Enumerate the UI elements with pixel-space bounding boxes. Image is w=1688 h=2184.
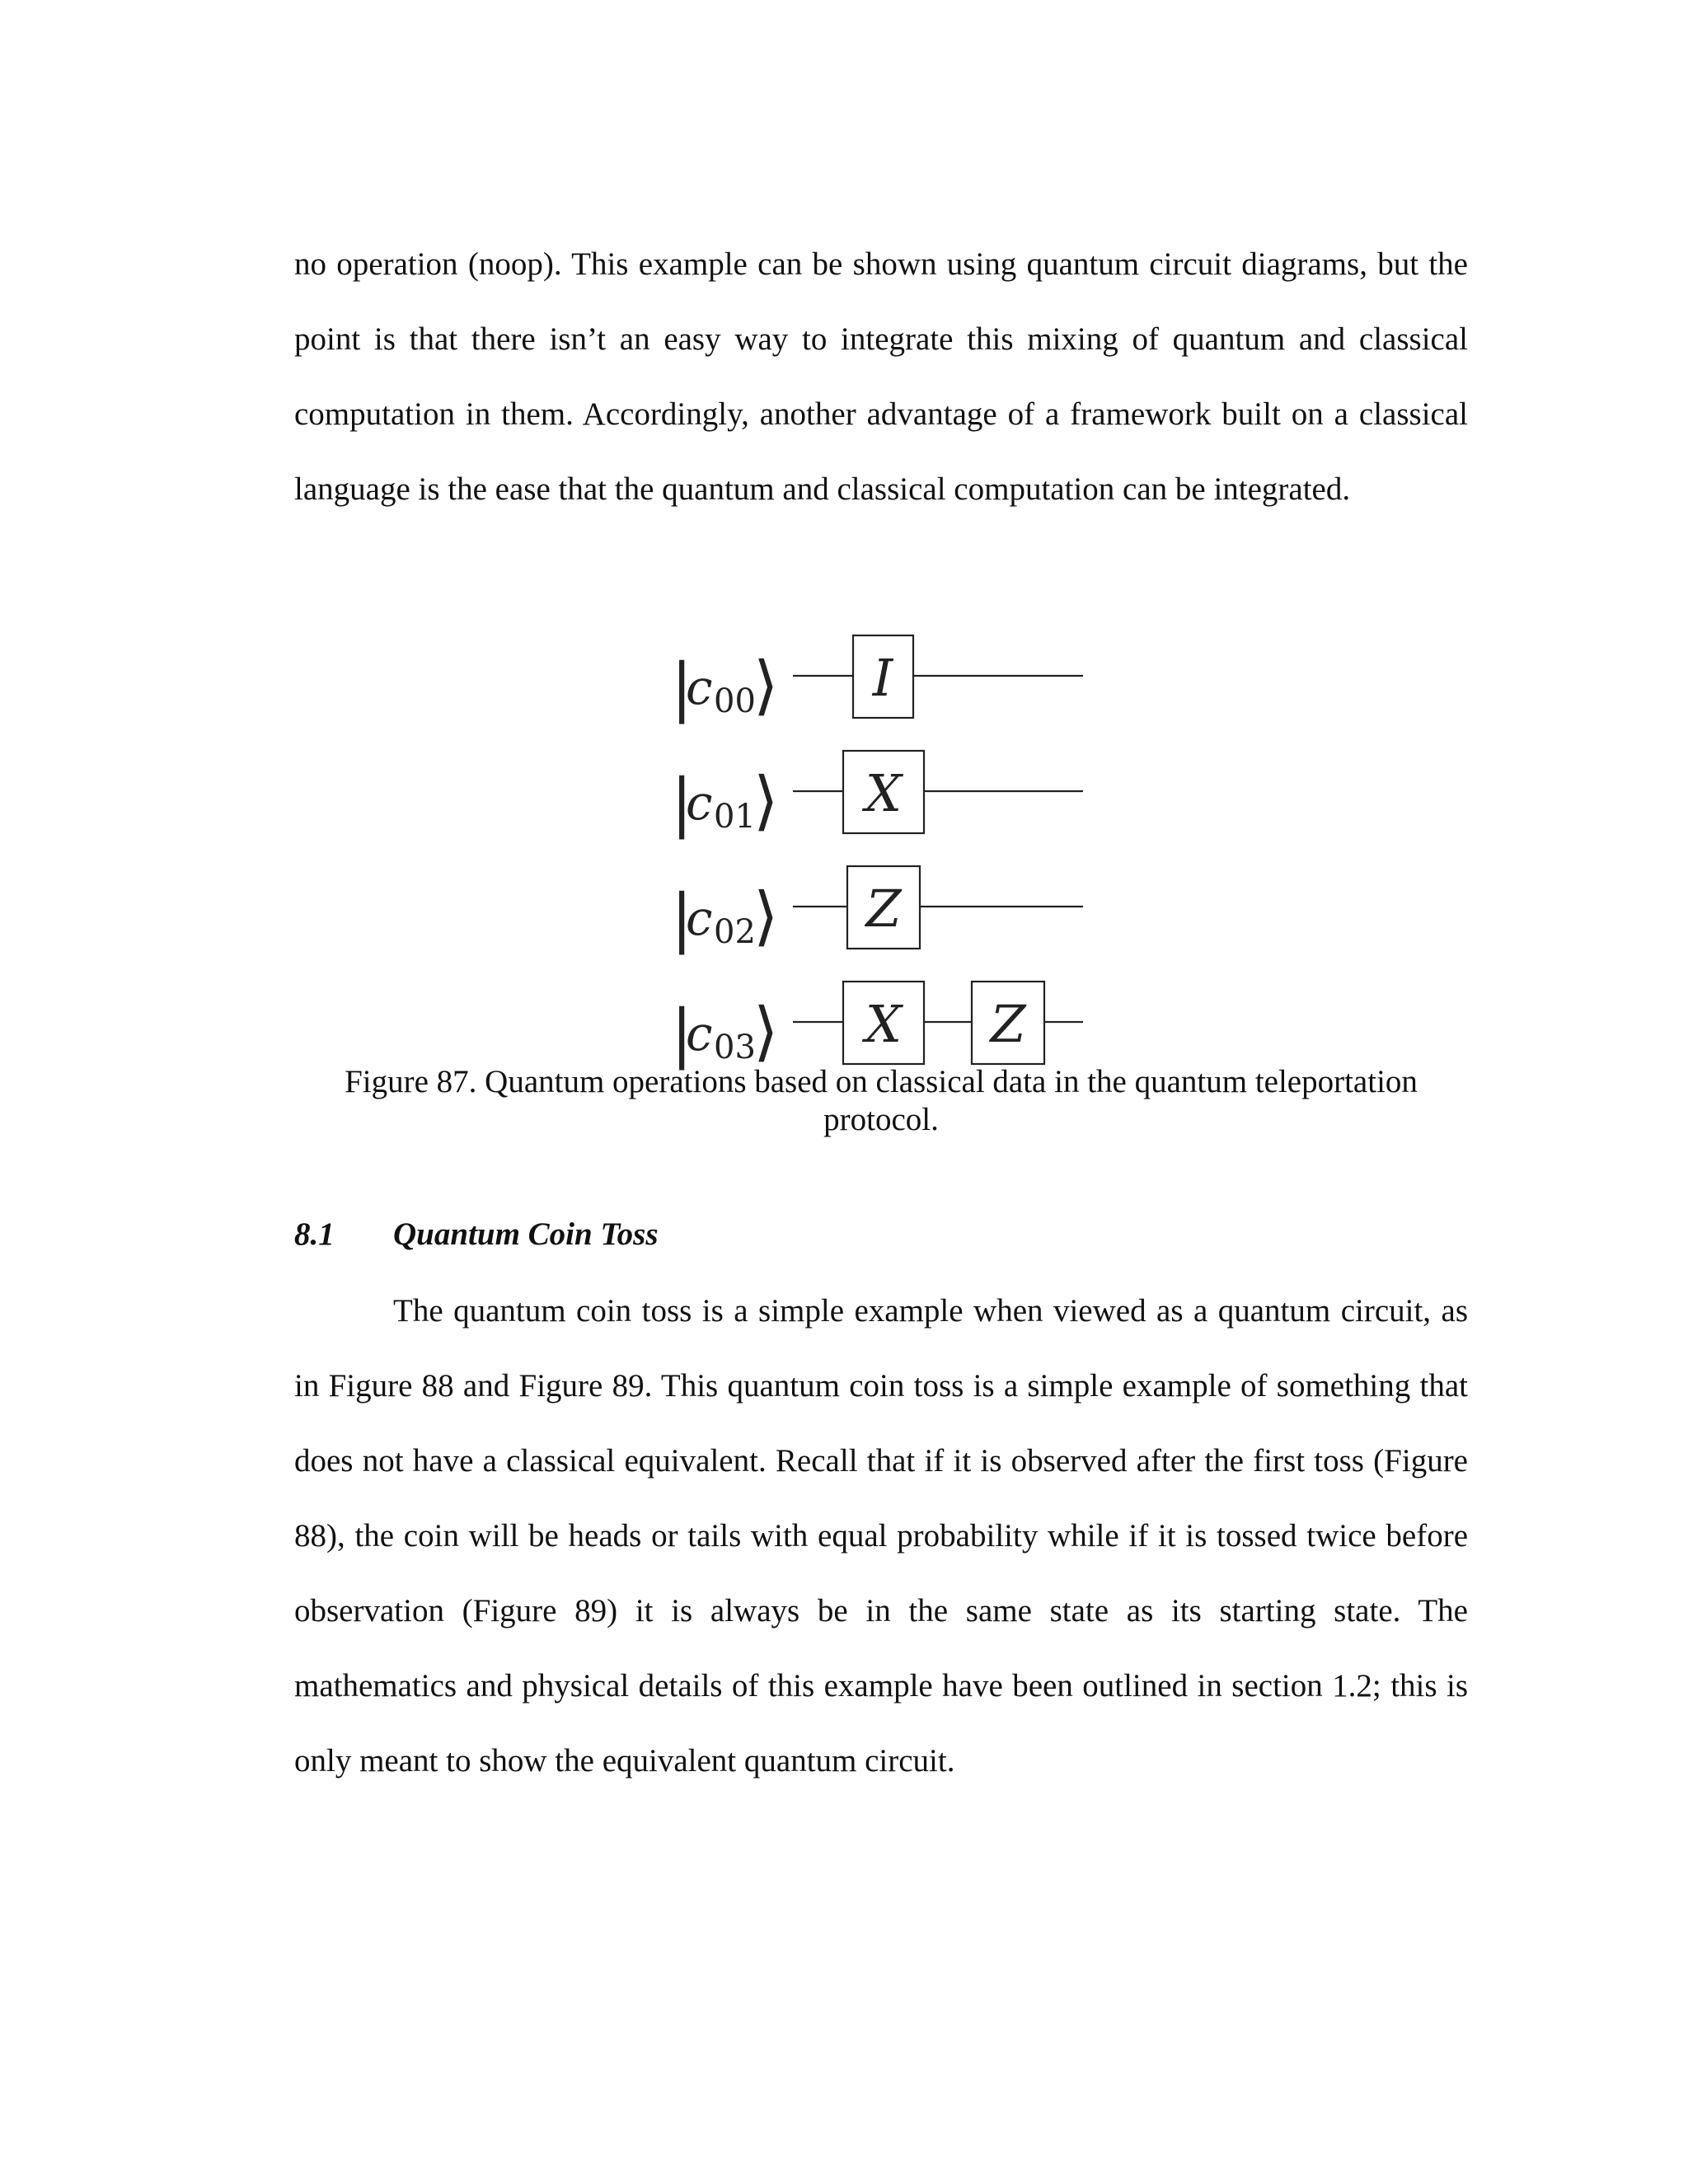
- ket-symbol: c: [686, 1005, 713, 1062]
- caption-line: Figure 87. Quantum operations based on classical data in the quantum teleportation: [345, 1064, 1418, 1099]
- circuit-wire-c02: [671, 866, 1083, 955]
- caption-line: protocol.: [823, 1102, 939, 1137]
- ket-symbol: c: [686, 659, 713, 715]
- paragraph-line: 88), the coin will be heads or tails with equal probability while if it is tossed twice before: [294, 1518, 1468, 1554]
- paragraph-line: mathematics and physical details of this example have been outlined in section 1.2; this is: [294, 1668, 1468, 1704]
- ket-left-bracket: |: [671, 996, 693, 1071]
- gate-label-x: X: [865, 763, 903, 823]
- paragraph-line: language is the ease that the quantum and classical computation can be integrated.: [294, 471, 1351, 507]
- ket-subscript: 02: [714, 913, 756, 951]
- paragraph-line: point is that there isn’t an easy way to integrate this mixing of quantum and classical: [294, 321, 1468, 357]
- paragraph-line: does not have a classical equivalent. Recall that if it is observed after the first toss (Figure: [294, 1443, 1468, 1479]
- ket-right-bracket: ⟩: [753, 879, 779, 954]
- paragraph-line: no operation (noop). This example can be shown using quantum circuit diagrams, but the: [294, 246, 1468, 282]
- gate-label-z: Z: [865, 879, 902, 939]
- ket-subscript: 00: [714, 682, 756, 720]
- ket-left-bracket: |: [671, 650, 693, 724]
- circuit-wire-c01: [671, 751, 1083, 840]
- paragraph-line: only meant to show the equivalent quantum circuit.: [294, 1743, 955, 1779]
- ket-subscript: 03: [714, 1029, 756, 1066]
- paragraph-top: [294, 227, 1468, 527]
- paragraph-line: The quantum coin toss is a simple example when viewed as a quantum circuit, as: [393, 1293, 1468, 1329]
- ket-subscript: 01: [714, 798, 756, 836]
- gate-label-z: Z: [990, 994, 1026, 1054]
- figure-caption: [294, 1063, 1468, 1139]
- section-heading: [294, 1210, 659, 1259]
- paragraph-line: in Figure 88 and Figure 89. This quantum coin toss is a simple example of something that: [294, 1368, 1468, 1404]
- ket-right-bracket: ⟩: [753, 649, 779, 723]
- ket-left-bracket: |: [671, 766, 693, 840]
- gate-label-x: X: [865, 994, 903, 1054]
- ket-left-bracket: |: [671, 881, 693, 955]
- ket-right-bracket: ⟩: [753, 995, 779, 1069]
- section-title: Quantum Coin Toss: [393, 1216, 659, 1252]
- circuit-wire-c03: [671, 982, 1083, 1071]
- paragraph-line: computation in them. Accordingly, another advantage of a framework built on a classical: [294, 396, 1468, 432]
- paragraph-line: observation (Figure 89) it is always be in the same state as its starting state. The: [294, 1593, 1468, 1629]
- quantum-circuit-diagram: [651, 626, 1113, 1088]
- circuit-wire-c00: [671, 635, 1083, 724]
- paragraph-bottom: [294, 1273, 1468, 1798]
- ket-symbol: c: [686, 890, 713, 946]
- ket-right-bracket: ⟩: [753, 764, 779, 838]
- section-number: 8.1: [294, 1216, 335, 1252]
- ket-symbol: c: [686, 775, 713, 831]
- gate-label-i: I: [872, 648, 893, 708]
